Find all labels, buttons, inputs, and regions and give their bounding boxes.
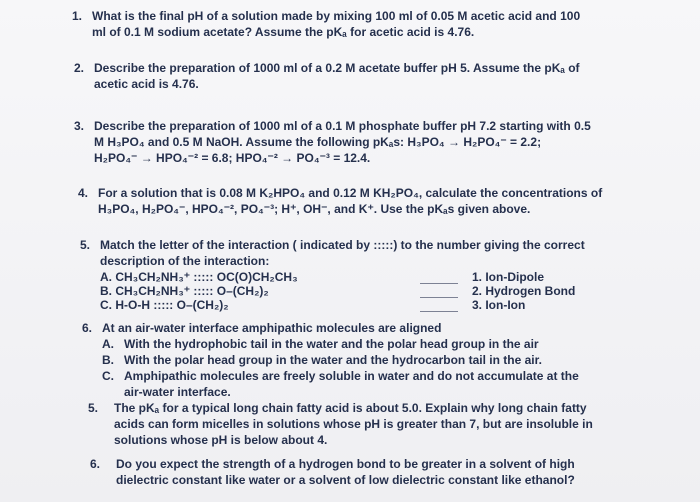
match-row-c	[100, 297, 640, 311]
answer-blank-2	[420, 297, 458, 298]
question-text: Describe the preparation of 1000 ml of a 0.2 M acetate buffer pH 5. Assume the pKₐ of	[94, 61, 580, 75]
interaction-c: C. H-O-H ::::: O–(CH₂)₂	[100, 298, 229, 312]
option-c	[102, 368, 652, 400]
question-6-air-water	[82, 320, 652, 400]
option-text: With the polar head group in the water and the hydrocarbon tail in the air.	[124, 353, 542, 367]
match-row-a	[100, 269, 640, 283]
option-text: air-water interface.	[124, 385, 231, 399]
question-text: description of the interaction:	[100, 254, 270, 268]
interaction-a: A. CH₃CH₂NH₃⁺ ::::: OC(O)CH₂CH₃	[100, 270, 298, 284]
match-row-b	[100, 283, 640, 297]
question-text: At an air-water interface amphipathic molecules are aligned	[102, 321, 442, 335]
question-text: acids can form micelles in solutions whose pH is greater than 7, but are insoluble in	[114, 417, 593, 431]
option-letter: C.	[102, 369, 114, 383]
question-4	[78, 185, 638, 217]
description-1: 1. Ion-Dipole	[472, 270, 544, 284]
question-text: Do you expect the strength of a hydrogen bond to be greater in a solvent of high	[116, 457, 575, 471]
description-2: 2. Hydrogen Bond	[472, 284, 576, 298]
answer-blank-1	[420, 283, 458, 284]
interaction-b: B. CH₃CH₂NH₃⁺ ::::: O–(CH₂)₂	[100, 284, 269, 298]
question-number: 1.	[72, 9, 83, 23]
question-number: 4.	[78, 186, 89, 200]
option-letter: A.	[102, 337, 114, 351]
question-text: M H₃PO₄ and 0.5 M NaOH. Assume the following pKₐs: H₃PO₄ → H₂PO₄⁻ = 2.2;	[94, 135, 542, 149]
question-text: solutions whose pH is below about 4.	[114, 433, 328, 447]
question-6-hydrogen-bond	[90, 456, 650, 488]
question-number: 5.	[80, 238, 91, 252]
description-3: 3. Ion-Ion	[472, 298, 526, 312]
question-1	[72, 8, 632, 40]
question-3	[74, 118, 634, 166]
question-text: H₃PO₄, H₂PO₄⁻, HPO₄⁻², PO₄⁻³; H⁺, OH⁻, and K⁺. Use the pKₐs given above.	[98, 202, 531, 216]
question-text: For a solution that is 0.08 M K₂HPO₄ and 0.12 M KH₂PO₄, calculate the concentrations of	[98, 186, 603, 200]
question-text: Match the letter of the interaction ( indicated by :::::) to the number giving the correct	[100, 238, 585, 252]
question-number: 6.	[82, 321, 93, 335]
question-text: The pKₐ for a typical long chain fatty acid is about 5.0. Explain why long chain fatty	[114, 401, 587, 415]
question-number: 3.	[74, 119, 85, 133]
option-b	[102, 352, 652, 368]
question-5-fatty-acid	[88, 400, 648, 448]
question-text: H₂PO₄⁻ → HPO₄⁻² = 6.8; HPO₄⁻² → PO₄⁻³ = 12.4.	[94, 151, 371, 165]
option-a	[102, 336, 652, 352]
question-2	[74, 60, 634, 92]
question-text: Describe the preparation of 1000 ml of a 0.1 M phosphate buffer pH 7.2 starting with 0.5	[94, 119, 591, 133]
question-text: acetic acid is 4.76.	[94, 77, 199, 91]
question-number: 5.	[88, 401, 99, 415]
question-text: dielectric constant like water or a solvent of low dielectric constant like ethanol?	[116, 473, 575, 487]
option-text: With the hydrophobic tail in the water and the polar head group in the air	[124, 337, 539, 351]
option-letter: B.	[102, 353, 114, 367]
question-number: 2.	[74, 61, 85, 75]
question-text: ml of 0.1 M sodium acetate? Assume the pKₐ for acetic acid is 4.76.	[92, 25, 475, 39]
question-number: 6.	[90, 457, 101, 471]
answer-blank-3	[420, 311, 458, 312]
option-text: Amphipathic molecules are freely soluble in water and do not accumulate at the	[124, 369, 579, 383]
question-5-matching	[80, 237, 640, 311]
question-text: What is the final pH of a solution made by mixing 100 ml of 0.05 M acetic acid and 100	[92, 9, 581, 23]
